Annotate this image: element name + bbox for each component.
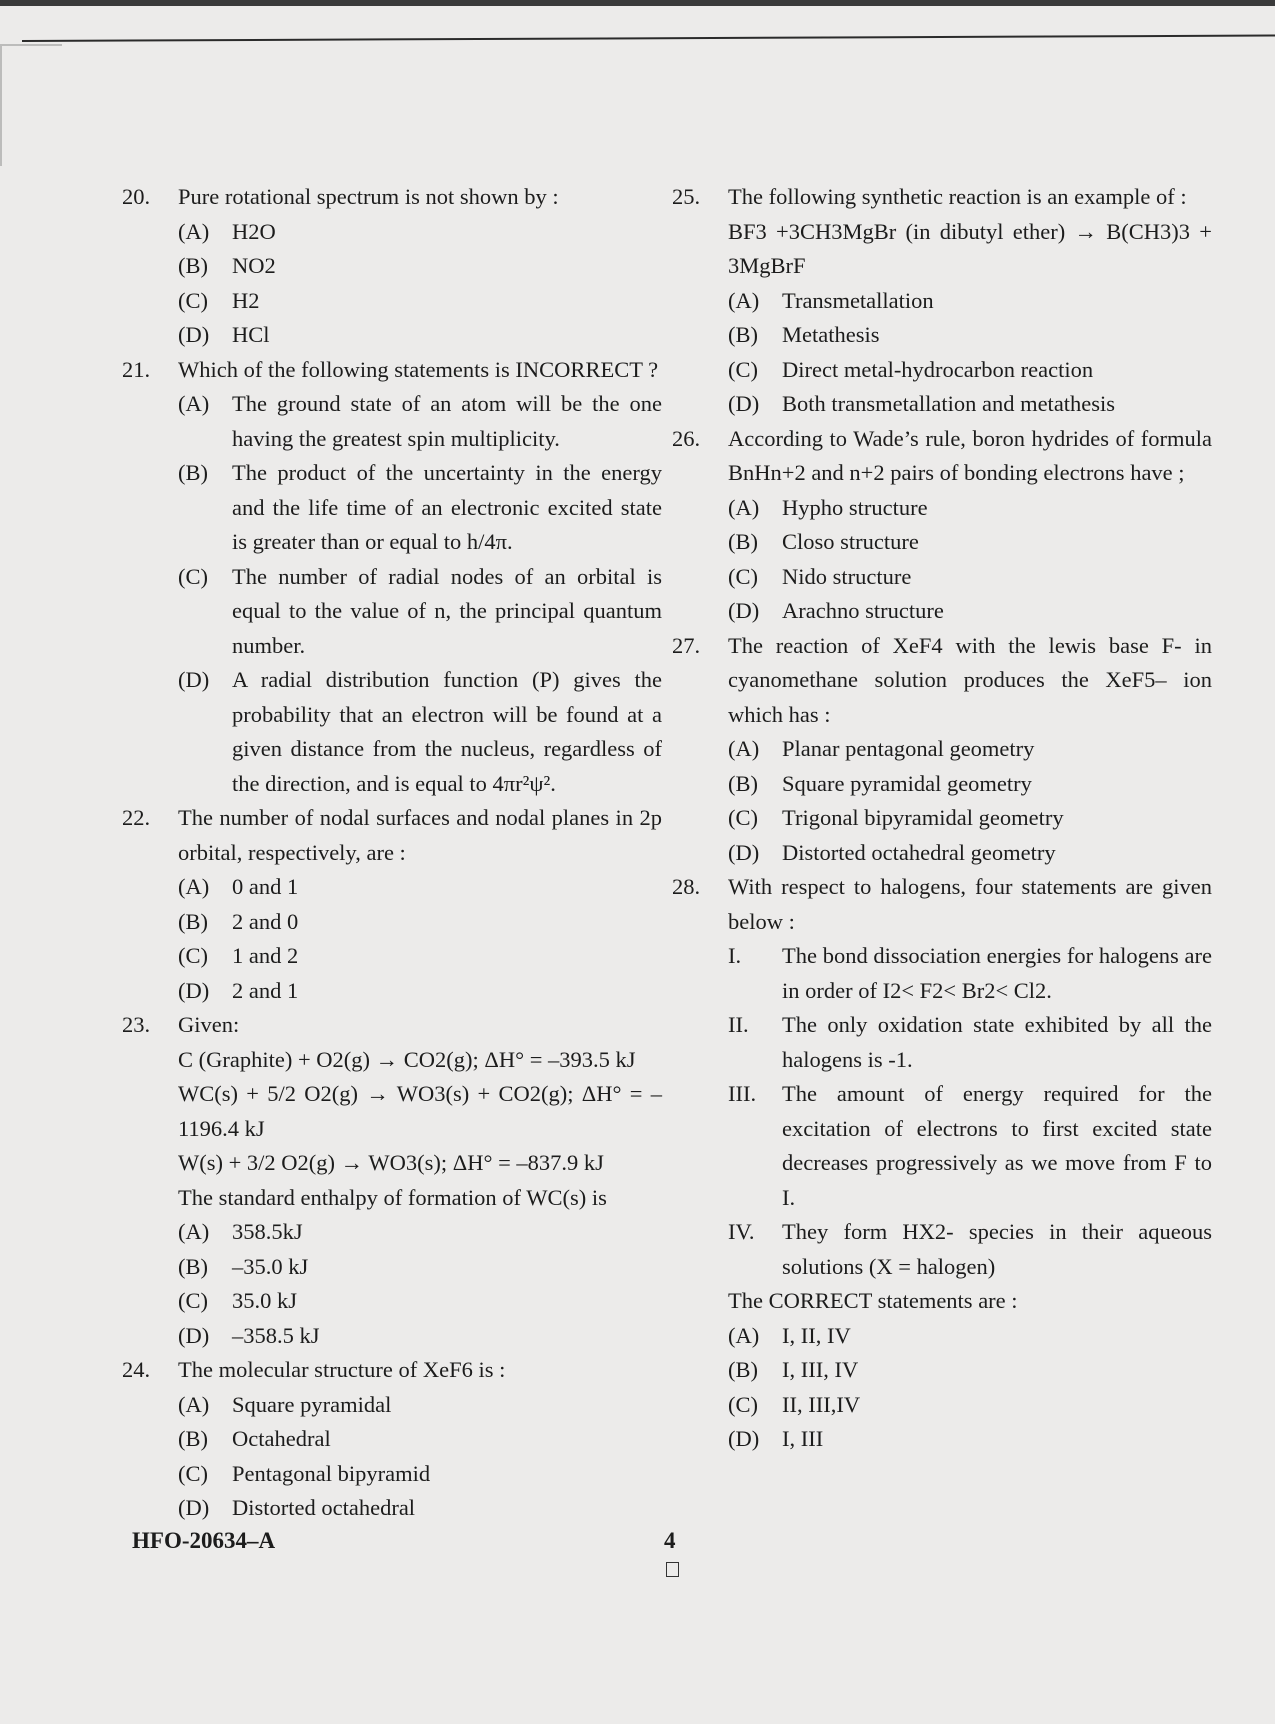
question-text: The reaction of XeF4 with the lewis base F- in cyanomethane solution produces the XeF5– ion which has : xyxy=(728,632,1212,727)
option-text: 1 and 2 xyxy=(232,943,299,968)
question-number: 23. xyxy=(122,1012,151,1037)
option-label: (C) xyxy=(728,356,758,382)
option-label: (C) xyxy=(178,287,208,313)
option xyxy=(178,1215,662,1250)
statement-text: They form HX2- species in their aqueous solutions (X = halogen) xyxy=(782,1219,1212,1279)
header-rule xyxy=(22,35,1275,42)
options-22 xyxy=(122,870,662,1008)
option-label: (D) xyxy=(178,1495,210,1520)
statement-label: IV. xyxy=(728,1219,755,1244)
option-text: Nido structure xyxy=(782,563,912,589)
option xyxy=(178,663,662,801)
option xyxy=(728,1422,1212,1457)
question-20 xyxy=(122,180,662,215)
option-label: (A) xyxy=(178,1219,210,1244)
option-label: (D) xyxy=(178,977,210,1003)
option-text: Metathesis xyxy=(782,322,880,347)
statement xyxy=(728,1077,1212,1215)
option-label: (C) xyxy=(728,563,758,589)
option-text: 2 and 0 xyxy=(232,908,299,934)
option xyxy=(178,939,662,974)
option xyxy=(728,318,1212,353)
option-label: (D) xyxy=(178,667,210,692)
question-tail: The standard enthalpy of formation of WC(s) is xyxy=(178,1184,607,1210)
equation-3: W(s) + 3/2 O2(g) → WO3(s); ΔH° = –837.9 kJ xyxy=(178,1150,604,1175)
option-label: (D) xyxy=(728,1426,760,1451)
option-text: The ground state of an atom will be the one having the greatest spin multiplicity. xyxy=(232,391,662,451)
option xyxy=(728,1319,1212,1354)
question-number: 27. xyxy=(672,632,701,658)
option xyxy=(178,387,662,456)
option xyxy=(178,318,662,353)
option-label: (B) xyxy=(178,1426,208,1451)
option-text: Both transmetallation and metathesis xyxy=(782,391,1116,416)
option-text: II, III,IV xyxy=(782,1391,861,1417)
option-label: (D) xyxy=(728,839,760,865)
option-label: (A) xyxy=(178,218,210,244)
option xyxy=(728,801,1212,836)
options-23 xyxy=(122,1215,662,1353)
statement-label: III. xyxy=(728,1081,757,1106)
option-text: Direct metal-hydrocarbon reaction xyxy=(782,356,1094,382)
options-21 xyxy=(122,387,662,801)
question-number: 22. xyxy=(122,805,151,830)
option xyxy=(178,1422,662,1457)
option xyxy=(178,215,662,250)
question-text: Which of the following statements is INCORRECT ? xyxy=(178,356,659,382)
option-label: (C) xyxy=(728,1391,758,1417)
statement xyxy=(728,1215,1212,1284)
option-label: (A) xyxy=(178,391,210,416)
options-24 xyxy=(122,1388,662,1526)
question-28 xyxy=(672,870,1212,939)
option-text: –358.5 kJ xyxy=(232,1322,320,1348)
option-text: The product of the uncertainty in the energy and the life time of an electronic excited state is greater than or equal to h/4π. xyxy=(232,460,662,554)
statement-text: The only oxidation state exhibited by all the halogens is -1. xyxy=(782,1012,1212,1072)
option xyxy=(178,1319,662,1354)
option-text: Pentagonal bipyramid xyxy=(232,1460,431,1486)
option-label: (C) xyxy=(728,805,758,830)
statement-label: II. xyxy=(728,1012,749,1037)
option xyxy=(178,1284,662,1319)
option-text: 0 and 1 xyxy=(232,874,299,899)
question-text: With respect to halogens, four statements are given below : xyxy=(728,874,1212,934)
question-number: 25. xyxy=(672,184,701,209)
option-text: Square pyramidal xyxy=(232,1391,392,1417)
option-label: (B) xyxy=(728,770,758,796)
left-column xyxy=(122,180,662,1526)
option-text: Closo structure xyxy=(782,529,919,554)
question-22 xyxy=(122,801,662,870)
option xyxy=(728,1353,1212,1388)
question-24 xyxy=(122,1353,662,1388)
question-text: Pure rotational spectrum is not shown by : xyxy=(178,184,559,209)
option-label: (A) xyxy=(728,1322,760,1348)
option-label: (A) xyxy=(178,1391,210,1417)
option-label: (A) xyxy=(728,494,760,520)
paper-code: HFO-20634–A xyxy=(132,1528,276,1553)
question-text: The molecular structure of XeF6 is : xyxy=(178,1357,506,1382)
option-text: Transmetallation xyxy=(782,287,934,313)
option xyxy=(728,1388,1212,1423)
option-text: A radial distribution function (P) gives the probability that an electron will be found at a given distance from the nucleus, regardless of the direction, and is equal to 4πr²ψ². xyxy=(232,667,662,796)
equation-1: C (Graphite) + O2(g) → CO2(g); ΔH° = –393.5 kJ xyxy=(178,1046,636,1072)
option xyxy=(178,1388,662,1423)
page-box-mark xyxy=(666,1562,679,1577)
option-label: (B) xyxy=(728,1357,758,1382)
option-text: HCl xyxy=(232,322,270,347)
option-text: 358.5kJ xyxy=(232,1219,303,1244)
option-text: I, III, IV xyxy=(782,1357,859,1382)
option-text: Arachno structure xyxy=(782,598,944,623)
options-25 xyxy=(672,284,1212,422)
option-label: (B) xyxy=(728,529,758,554)
option-text: Hypho structure xyxy=(782,494,928,520)
option-label: (A) xyxy=(728,287,760,313)
question-text: The number of nodal surfaces and nodal planes in 2p orbital, respectively, are : xyxy=(178,805,662,865)
option xyxy=(178,1491,662,1526)
question-25 xyxy=(672,180,1212,284)
option-text: Distorted octahedral xyxy=(232,1495,416,1520)
option-text: I, III xyxy=(782,1426,824,1451)
option-label: (D) xyxy=(728,598,760,623)
option-label: (D) xyxy=(178,1322,210,1348)
option-text: H2 xyxy=(232,287,260,313)
option xyxy=(728,836,1212,871)
option xyxy=(728,387,1212,422)
question-text: The following synthetic reaction is an example of : xyxy=(728,184,1187,209)
question-number: 24. xyxy=(122,1357,151,1382)
option xyxy=(728,594,1212,629)
option xyxy=(178,560,662,664)
question-27 xyxy=(672,629,1212,733)
option xyxy=(728,732,1212,767)
page-top-edge xyxy=(0,0,1275,6)
option-text: Square pyramidal geometry xyxy=(782,770,1032,796)
option xyxy=(178,456,662,560)
statements-28 xyxy=(672,939,1212,1284)
option xyxy=(178,870,662,905)
option xyxy=(728,353,1212,388)
option-label: (A) xyxy=(728,736,760,761)
option xyxy=(178,974,662,1009)
statement-label: I. xyxy=(728,943,742,968)
question-28-tail xyxy=(672,1284,1212,1319)
question-number: 26. xyxy=(672,425,701,451)
question-text: According to Wade’s rule, boron hydrides of formula BnHn+2 and n+2 pairs of bonding electrons have ; xyxy=(728,425,1212,485)
option-label: (B) xyxy=(728,322,758,347)
right-column xyxy=(672,180,1212,1457)
options-27 xyxy=(672,732,1212,870)
option xyxy=(728,560,1212,595)
options-26 xyxy=(672,491,1212,629)
option xyxy=(178,1250,662,1285)
equation-2: WC(s) + 5/2 O2(g) → WO3(s) + CO2(g); ΔH° = –1196.4 kJ xyxy=(178,1081,662,1141)
option-label: (C) xyxy=(178,943,208,968)
option-text: 2 and 1 xyxy=(232,977,299,1003)
statement xyxy=(728,1008,1212,1077)
question-number: 28. xyxy=(672,874,701,899)
option-text: H2O xyxy=(232,218,276,244)
option xyxy=(178,249,662,284)
folded-corner-mark xyxy=(0,44,62,166)
option xyxy=(178,284,662,319)
option-label: (C) xyxy=(178,1288,208,1313)
option-text: I, II, IV xyxy=(782,1322,851,1348)
option-text: The number of radial nodes of an orbital is equal to the value of n, the principal quantum number. xyxy=(232,563,662,658)
option-label: (B) xyxy=(178,460,208,485)
question-number: 20. xyxy=(122,184,151,209)
question-21 xyxy=(122,353,662,388)
question-23 xyxy=(122,1008,662,1215)
page-number: 4 xyxy=(664,1528,676,1553)
option-text: Planar pentagonal geometry xyxy=(782,736,1035,761)
option-text: Distorted octahedral geometry xyxy=(782,839,1056,865)
options-28 xyxy=(672,1319,1212,1457)
reaction-equation: BF3 +3CH3MgBr (in dibutyl ether) → B(CH3)3 + 3MgBrF xyxy=(728,218,1212,278)
option xyxy=(178,1457,662,1492)
option-text: NO2 xyxy=(232,253,276,278)
question-text: Given: xyxy=(178,1012,240,1037)
option-label: (C) xyxy=(178,563,208,589)
statement-text: The amount of energy required for the excitation of electrons to first excited state decreases progressively as we move from F to I. xyxy=(782,1081,1212,1210)
question-number: 21. xyxy=(122,356,151,382)
option xyxy=(728,767,1212,802)
statement xyxy=(728,939,1212,1008)
option-label: (B) xyxy=(178,908,208,934)
option xyxy=(178,905,662,940)
option-label: (C) xyxy=(178,1460,208,1486)
options-20 xyxy=(122,215,662,353)
question-26 xyxy=(672,422,1212,491)
option-label: (A) xyxy=(178,874,210,899)
statement-text: The bond dissociation energies for halogens are in order of I2< F2< Br2< Cl2. xyxy=(782,943,1212,1003)
option-text: –35.0 kJ xyxy=(232,1253,309,1279)
option-label: (D) xyxy=(728,391,760,416)
option xyxy=(728,525,1212,560)
option xyxy=(728,284,1212,319)
option-label: (B) xyxy=(178,253,208,278)
option-label: (D) xyxy=(178,322,210,347)
question-tail: The CORRECT statements are : xyxy=(728,1288,1018,1313)
option xyxy=(728,491,1212,526)
option-label: (B) xyxy=(178,1253,208,1279)
option-text: 35.0 kJ xyxy=(232,1288,298,1313)
option-text: Octahedral xyxy=(232,1426,331,1451)
option-text: Trigonal bipyramidal geometry xyxy=(782,805,1064,830)
